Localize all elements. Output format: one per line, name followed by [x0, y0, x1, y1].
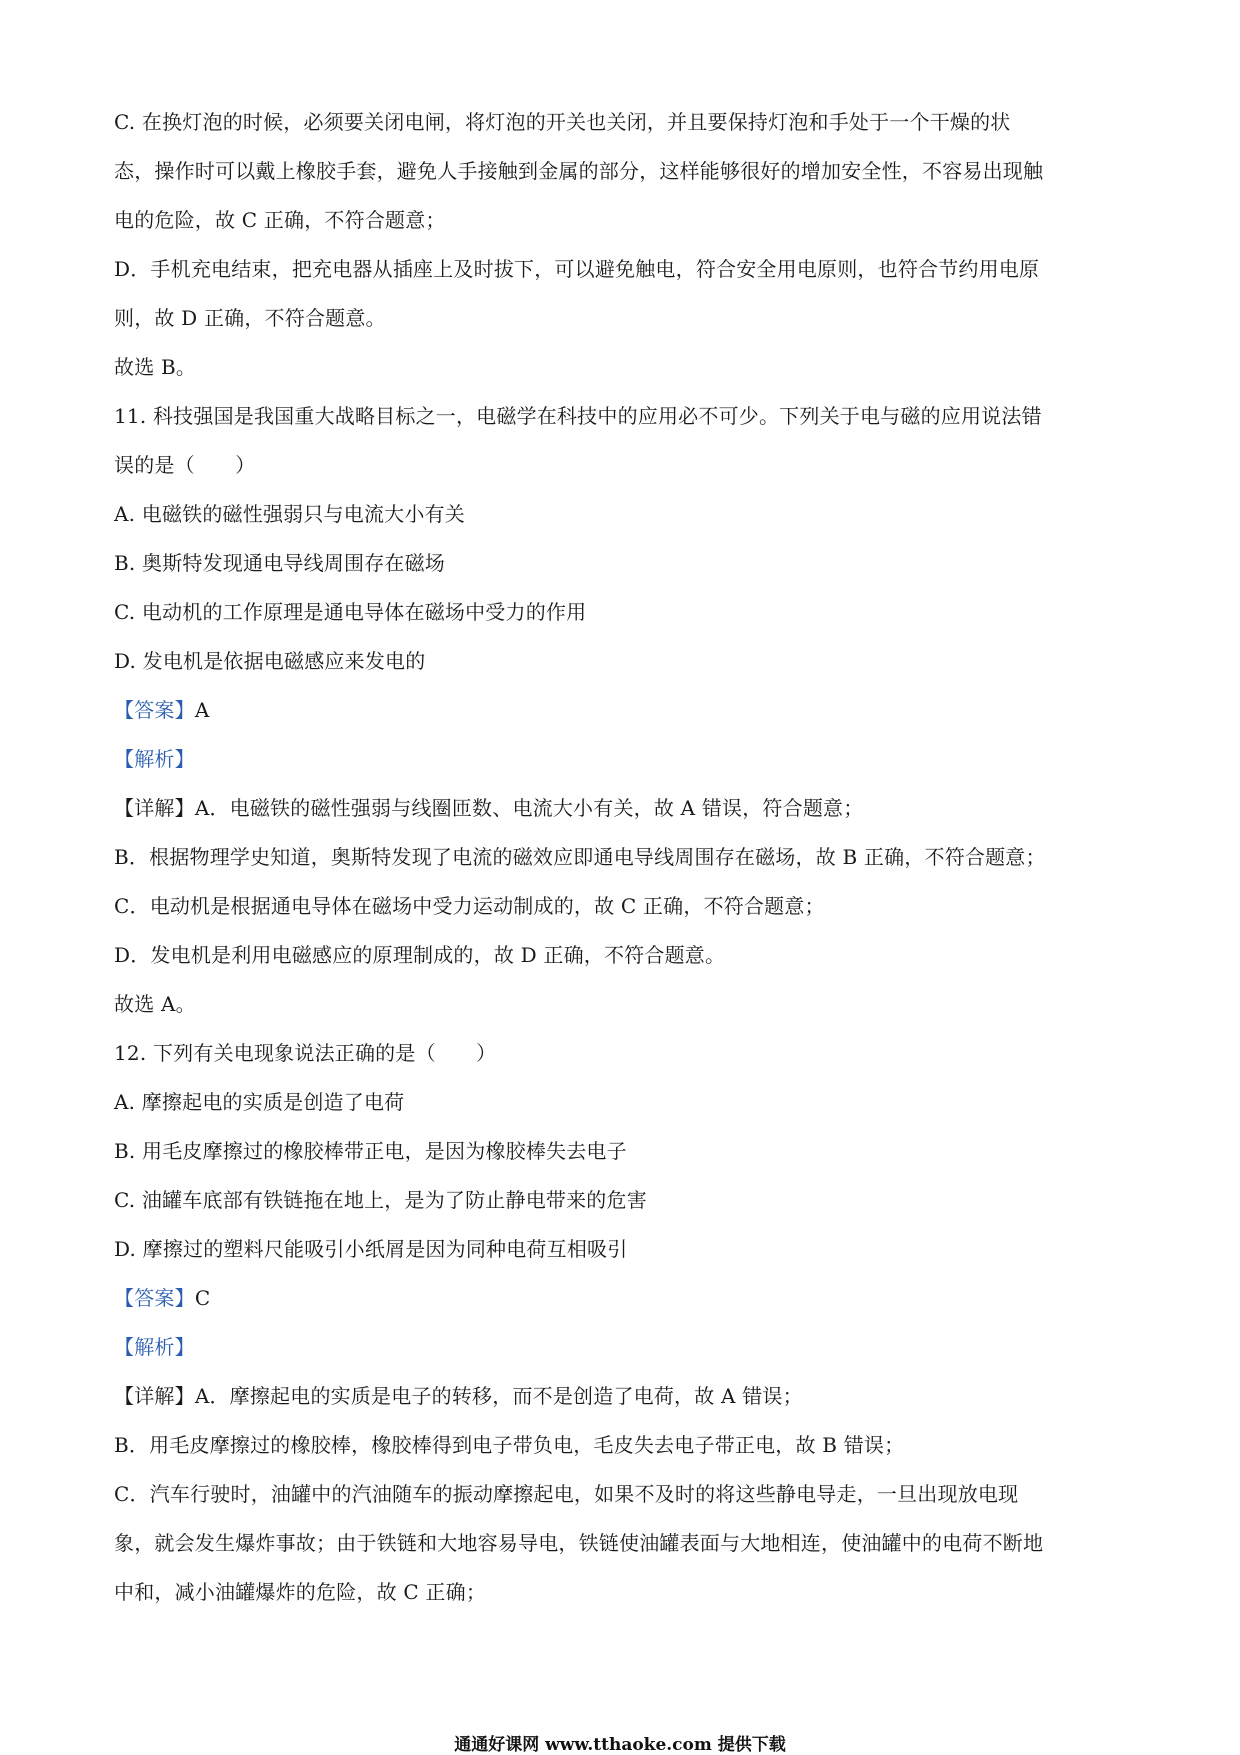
question-stem: 11. 科技强国是我国重大战略目标之一，电磁学在科技中的应用必不可少。下列关于电与磁的应用说法错 [114, 404, 1042, 428]
paragraph-line: 电的危险，故 C 正确，不符合题意； [114, 208, 446, 232]
detail-line: B．根据物理学史知道，奥斯特发现了电流的磁效应即通电导线周围存在磁场，故 B 正确，不符合题意； [114, 845, 1046, 869]
detail-line: 象，就会发生爆炸事故；由于铁链和大地容易导电，铁链使油罐表面与大地相连，使油罐中的电荷不断地 [114, 1531, 1044, 1555]
answer-tag: 【答案】 [114, 1286, 195, 1310]
paragraph-line: 则，故 D 正确，不符合题意。 [114, 306, 386, 330]
option-d: D. 摩擦过的塑料尺能吸引小纸屑是因为同种电荷互相吸引 [114, 1237, 628, 1261]
detail-line: D．发电机是利用电磁感应的原理制成的，故 D 正确，不符合题意。 [114, 943, 726, 967]
detail-line: 中和，减小油罐爆炸的危险，故 C 正确； [114, 1580, 487, 1604]
answer-tag: 【答案】 [114, 698, 195, 722]
document-body [114, 98, 1124, 1617]
analysis-line [114, 735, 1124, 784]
answer-value: C [194, 1286, 211, 1310]
option-c: C. 电动机的工作原理是通电导体在磁场中受力的作用 [114, 600, 587, 624]
option-b: B. 用毛皮摩擦过的橡胶棒带正电，是因为橡胶棒失去电子 [114, 1139, 627, 1163]
option-a: A. 摩擦起电的实质是创造了电荷 [114, 1090, 405, 1114]
question-11 [114, 392, 1124, 1029]
analysis-tag: 【解析】 [114, 1335, 195, 1359]
detail-line [114, 1372, 1124, 1421]
paragraph-line: D．手机充电结束，把充电器从插座上及时拔下，可以避免触电，符合安全用电原则，也符合节约用电原 [114, 257, 1040, 281]
paragraph-line: C. 在换灯泡的时候，必须要关闭电闸，将灯泡的开关也关闭，并且要保持灯泡和手处于一个干燥的状 [114, 110, 1011, 134]
page-footer: 通通好课网 www.tthaoke.com 提供下载 [454, 1735, 786, 1755]
detail-tag: 【详解】 [114, 796, 195, 820]
detail-text: A．电磁铁的磁性强弱与线圈匝数、电流大小有关，故 A 错误，符合题意； [194, 796, 864, 820]
detail-line: C．电动机是根据通电导体在磁场中受力运动制成的，故 C 正确，不符合题意； [114, 894, 825, 918]
answer-line [114, 1274, 1124, 1323]
option-d: D. 发电机是依据电磁感应来发电的 [114, 649, 426, 673]
analysis-line [114, 1323, 1124, 1372]
detail-line: C．汽车行驶时，油罐中的汽油随车的振动摩擦起电，如果不及时的将这些静电导走，一旦出现放电现 [114, 1482, 1019, 1506]
question-12 [114, 1029, 1124, 1617]
question-stem: 误的是（ ） [114, 453, 256, 477]
detail-line: 故选 A。 [114, 992, 196, 1016]
answer-value: A [194, 698, 210, 722]
detail-tag: 【详解】 [114, 1384, 195, 1408]
question-stem: 12. 下列有关电现象说法正确的是（ ） [114, 1041, 497, 1065]
paragraph-line: 态，操作时可以戴上橡胶手套，避免人手接触到金属的部分，这样能够很好的增加安全性，不容易出现触 [114, 159, 1044, 183]
option-c: C. 油罐车底部有铁链拖在地上，是为了防止静电带来的危害 [114, 1188, 647, 1212]
option-b: B. 奥斯特发现通电导线周围存在磁场 [114, 551, 446, 575]
detail-line [114, 784, 1124, 833]
paragraph-line: 故选 B。 [114, 355, 197, 379]
option-a: A. 电磁铁的磁性强弱只与电流大小有关 [114, 502, 465, 526]
analysis-tag: 【解析】 [114, 747, 195, 771]
detail-text: A．摩擦起电的实质是电子的转移，而不是创造了电荷，故 A 错误； [194, 1384, 803, 1408]
detail-line: B．用毛皮摩擦过的橡胶棒，橡胶棒得到电子带负电，毛皮失去电子带正电，故 B 错误； [114, 1433, 905, 1457]
answer-line [114, 686, 1124, 735]
